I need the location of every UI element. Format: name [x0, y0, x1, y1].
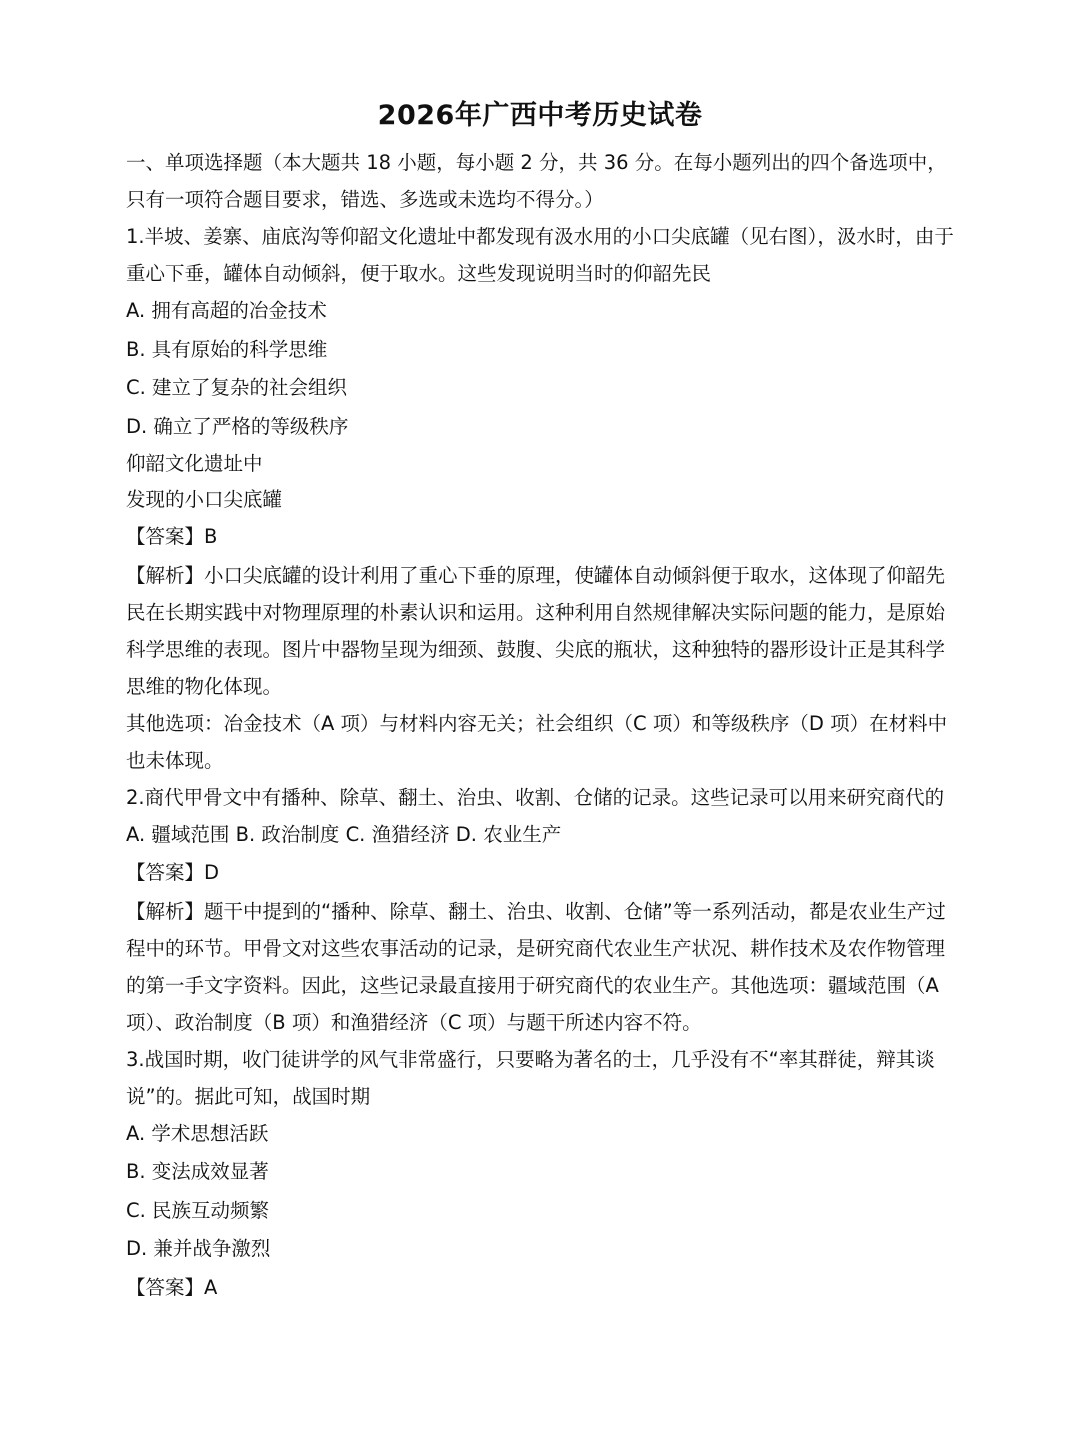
question-3-option-d: D. 兼并战争激烈: [126, 1237, 271, 1260]
question-1-stem: 1.半坡、姜寨、庙底沟等仰韶文化遗址中都发现有汲水用的小口尖底罐（见右图），汲水时，由于重心下垂，罐体自动倾斜，便于取水。这些发现说明当时的仰韶先民: [126, 225, 954, 285]
page-title: 2026年广西中考历史试卷: [377, 100, 703, 131]
question-1-answer: 【答案】B: [126, 525, 218, 548]
question-3-option-c: C. 民族互动频繁: [126, 1198, 270, 1222]
figure-caption-line-2: 发现的小口尖底罐: [126, 488, 283, 511]
question-2-analysis: 【解析】题干中提到的“播种、除草、翻土、治虫、收割、仓储”等一系列活动，都是农业生产过程中的环节。甲骨文对这些农事活动的记录，是研究商代农业生产状况、耕作技术及农作物管理的第一手文字资料。因此，这些记录最直接用于研究商代的农业生产。其他选项：疆域范围（A 项）、政治制度（B 项）和渔猎经济（C 项）与题干所述内容不符。: [126, 899, 946, 1034]
question-1-option-c: C. 建立了复杂的社会组织: [126, 376, 348, 399]
question-1-analysis: 【解析】小口尖底罐的设计利用了重心下垂的原理，使罐体自动倾斜便于取水，这体现了仰韶先民在长期实践中对物理原理的朴素认识和运用。这种利用自然规律解决实际问题的能力，是原始科学思维的表现。图片中器物呈现为细颈、鼓腹、尖底的瓶状，这种独特的器形设计正是其科学思维的物化体现。: [126, 563, 946, 698]
question-2-stem: 2.商代甲骨文中有播种、除草、翻土、治虫、收割、仓储的记录。这些记录可以用来研究商代的: [126, 785, 945, 809]
question-1-other-options: 其他选项：冶金技术（A 项）与材料内容无关；社会组织（C 项）和等级秩序（D 项）在材料中也未体现。: [126, 711, 948, 772]
question-2-answer: 【答案】D: [126, 861, 220, 884]
question-3-stem: 3.战国时期，收门徒讲学的风气非常盛行，只要略为著名的士，几乎没有不“率其群徒，辩其谈说”的。据此可知，战国时期: [126, 1047, 935, 1108]
question-3-option-b: B. 变法成效显著: [126, 1160, 269, 1183]
question-1-option-b: B. 具有原始的科学思维: [126, 337, 328, 361]
question-1-option-d: D. 确立了严格的等级秩序: [126, 414, 349, 438]
question-2-options: A. 疆域范围 B. 政治制度 C. 渔猎经济 D. 农业生产: [126, 822, 562, 846]
question-1-option-a: A. 拥有高超的冶金技术: [126, 299, 327, 322]
section-intro: 一、单项选择题（本大题共 18 小题，每小题 2 分，共 36 分。在每小题列出的四个备选项中，只有一项符合题目要求，错选、多选或未选均不得分。）: [126, 151, 947, 211]
question-3-answer: 【答案】A: [126, 1275, 218, 1299]
question-3-option-a: A. 学术思想活跃: [126, 1121, 269, 1145]
figure-caption-line-1: 仰韶文化遗址中: [126, 452, 263, 475]
